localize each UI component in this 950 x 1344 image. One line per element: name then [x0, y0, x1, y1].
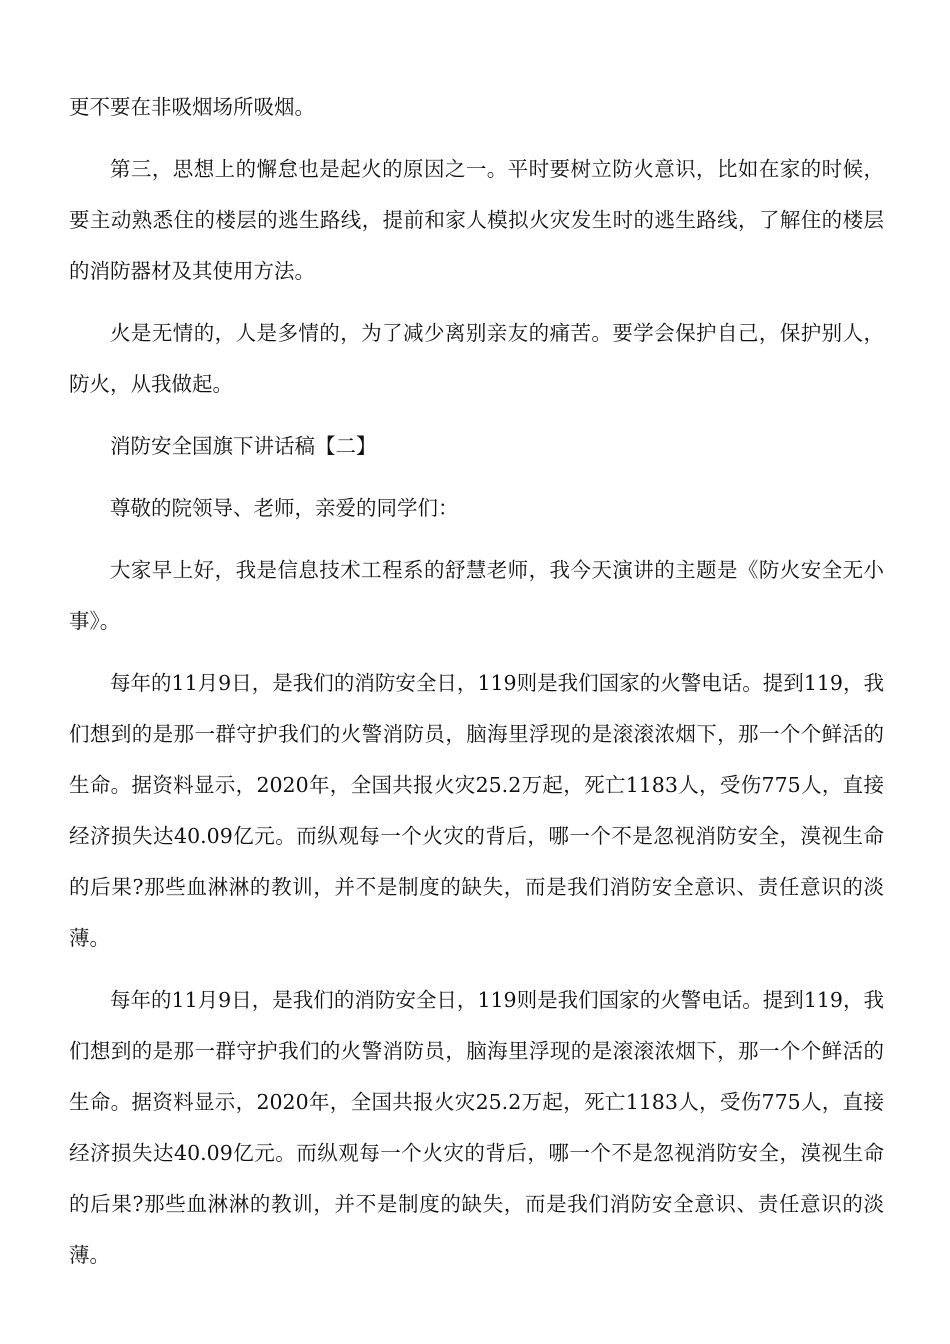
paragraph-gap: [69, 133, 884, 144]
paragraph-third-point: 第三，思想上的懈怠也是起火的原因之一。平时要树立防火意识，比如在家的时候，要主动熟悉住的楼层的逃生路线，提前和家人模拟火灾发生时的逃生路线，了解住的楼层的消防器材及其使用方法。: [69, 157, 884, 283]
paragraph-gap: [69, 410, 884, 421]
document-page: [69, 82, 884, 1281]
paragraph-gap: [69, 964, 884, 975]
paragraph-closing-line: 更不要在非吸烟场所吸烟。: [69, 95, 315, 119]
section-heading: 消防安全国旗下讲话稿【二】: [110, 434, 377, 458]
paragraph-gap: [69, 534, 884, 545]
paragraph-gap: [69, 297, 884, 308]
paragraph-gap: [69, 647, 884, 658]
paragraph-gap: [69, 472, 884, 483]
paragraph-greeting: 大家早上好，我是信息技术工程系的舒慧老师，我今天演讲的主题是《防火安全无小事》。: [69, 558, 884, 633]
paragraph-fire-statistics-repeat: 每年的11月9日，是我们的消防安全日，119则是我们国家的火警电话。提到119，我们想到的是那一群守护我们的火警消防员，脑海里浮现的是滚滚浓烟下，那一个个鲜活的生命。据资料显示，2020年，全国共报火灾25.2万起，死亡1183人，受伤775人，直接经济损失达40.09亿元。而纵观每一个火灾的背后，哪一个不是忽视消防安全，漠视生命的后果?那些血淋淋的教训，并不是制度的缺失，而是我们消防安全意识、责任意识的淡薄。: [69, 988, 884, 1267]
paragraph-conclusion: 火是无情的，人是多情的，为了减少离别亲友的痛苦。要学会保护自己，保护别人，防火，从我做起。: [69, 321, 884, 396]
salutation: 尊敬的院领导、老师，亲爱的同学们：: [110, 496, 459, 520]
paragraph-fire-statistics: 每年的11月9日，是我们的消防安全日，119则是我们国家的火警电话。提到119，我们想到的是那一群守护我们的火警消防员，脑海里浮现的是滚滚浓烟下，那一个个鲜活的生命。据资料显示，2020年，全国共报火灾25.2万起，死亡1183人，受伤775人，直接经济损失达40.09亿元。而纵观每一个火灾的背后，哪一个不是忽视消防安全，漠视生命的后果?那些血淋淋的教训，并不是制度的缺失，而是我们消防安全意识、责任意识的淡薄。: [69, 671, 884, 950]
